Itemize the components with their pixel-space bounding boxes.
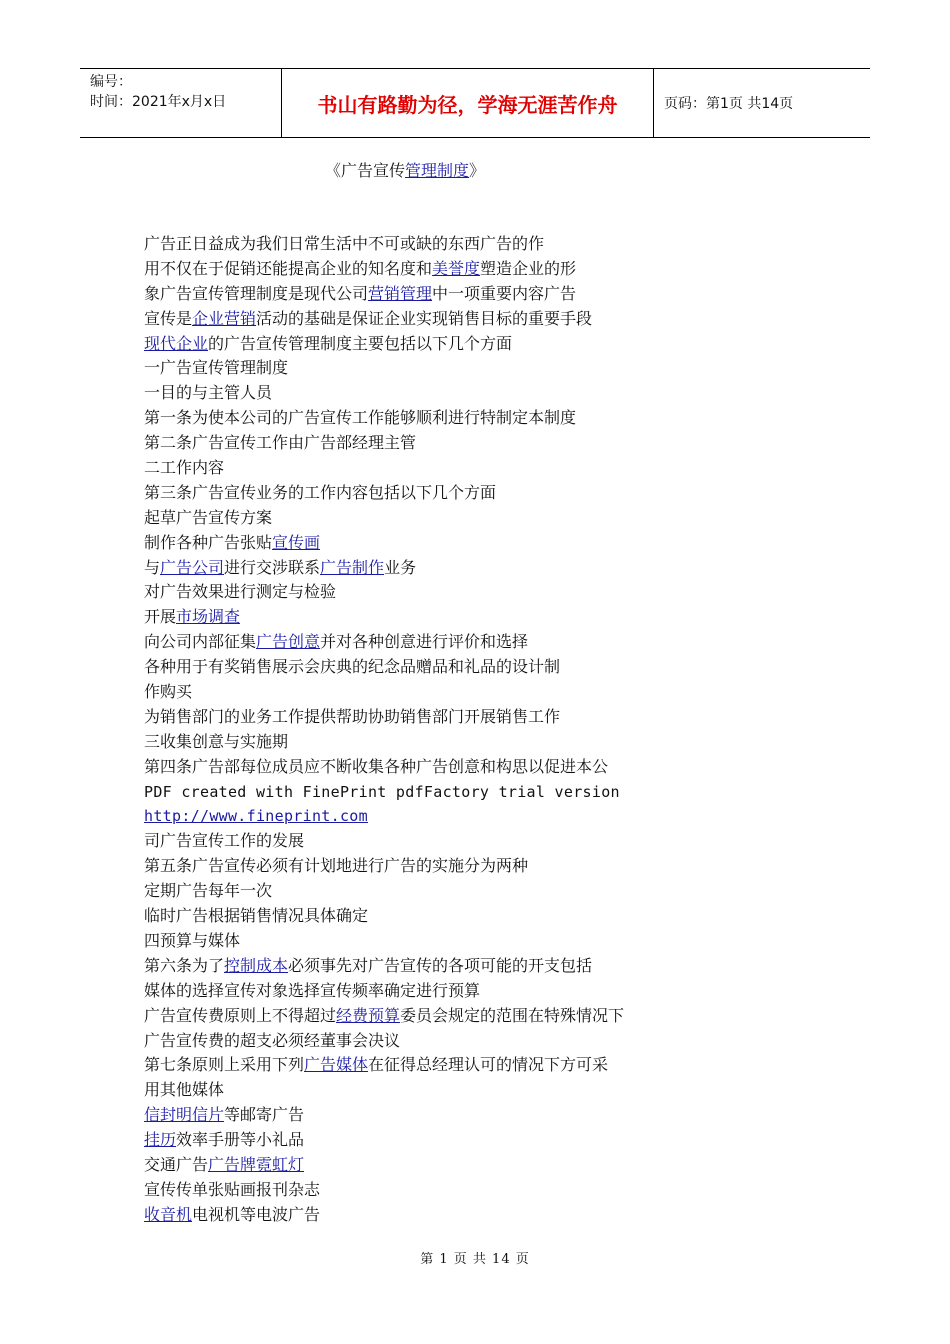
text-line [144,1203,744,1228]
text-line [144,605,744,630]
text-line [144,506,744,531]
line-text: 四预算与媒体 [144,930,241,950]
line-text: 第二条广告宣传工作由广告部经理主管 [144,433,417,453]
text-line [144,1103,744,1128]
text-line [144,332,744,357]
inline-link[interactable]: 挂历 [144,1130,177,1150]
line-text: 的广告宣传管理制度主要包括以下几个方面 [208,333,513,353]
line-text: 起草广告宣传方案 [144,507,273,527]
title-prefix: 《广告宣传 [325,161,406,180]
text-line [144,257,744,282]
text-line [144,804,744,829]
header-table [80,68,870,138]
text-line [144,879,744,904]
inline-link[interactable]: 广告制作 [320,557,385,577]
line-text: 广告正日益成为我们日常生活中不可或缺的东西广告的作 [144,234,545,253]
line-text: 与 [144,557,161,577]
text-line [144,1128,744,1153]
line-text: 第四条广告部每位成员应不断收集各种广告创意和构思以促进本公 [144,756,609,776]
inline-link[interactable]: 广告牌霓虹灯 [208,1154,305,1174]
text-line [144,829,744,854]
document-title [325,160,485,182]
line-text: 塑造企业的形 [480,258,577,278]
line-text: 一目的与主管人员 [144,383,273,403]
line-text: 第六条为了 [144,955,225,975]
code-label: 编号： [90,74,132,90]
line-text: 业务 [384,557,417,577]
text-line [144,929,744,954]
text-line [144,1004,744,1029]
line-text: 三收集创意与实施期 [144,731,289,751]
header-meta-cell [80,69,282,137]
page-footer: 第 1 页 共 14 页 [420,1252,530,1267]
line-text: 作购买 [144,682,193,702]
text-line [144,1029,744,1054]
line-text: 用其他媒体 [144,1080,225,1100]
page-count-label: 页码：第1页 共14页 [664,96,794,112]
inline-link[interactable]: 企业营销 [192,308,257,328]
text-line [144,481,744,506]
text-line [144,531,744,556]
text-line [144,680,744,705]
time-label: 时间：2021年x月x日 [90,94,227,110]
line-text: 进行交涉联系 [224,557,321,577]
line-text: 广告宣传费原则上不得超过 [144,1005,337,1025]
inline-link[interactable]: 广告创意 [256,632,321,652]
inline-link[interactable]: http://www.fineprint.com [144,807,368,826]
body-text [144,232,744,1228]
title-link[interactable]: 管理制度 [405,161,470,180]
line-text: 制作各种广告张贴 [144,532,273,552]
text-line [144,655,744,680]
inline-link[interactable]: 广告公司 [160,557,225,577]
inline-link[interactable]: 收音机 [144,1204,193,1224]
inline-link[interactable]: 经费预算 [336,1005,401,1025]
line-text: 必须事先对广告宣传的各项可能的开支包括 [288,955,593,975]
line-text: 为销售部门的业务工作提供帮助协助销售部门开展销售工作 [144,706,561,726]
text-line [144,755,744,780]
line-text: 宣传传单张贴画报刊杂志 [144,1179,321,1199]
text-line [144,556,744,581]
text-line [144,232,744,257]
text-line [144,979,744,1004]
text-line [144,1178,744,1203]
inline-link[interactable]: 广告媒体 [304,1055,369,1075]
text-line [144,730,744,755]
line-text: 一广告宣传管理制度 [144,358,289,378]
line-text: 各种用于有奖销售展示会庆典的纪念品赠品和礼品的设计制 [144,657,561,677]
inline-link[interactable]: 营销管理 [368,283,433,303]
line-text: 临时广告根据销售情况具体确定 [144,906,369,926]
text-line [144,780,744,805]
inline-link[interactable]: 市场调查 [176,607,241,627]
text-line [144,954,744,979]
text-line [144,282,744,307]
inline-link[interactable]: 美誉度 [432,258,481,278]
line-text: 第五条广告宣传必须有计划地进行广告的实施分为两种 [144,856,529,876]
line-text: 电视机等电波广告 [192,1204,321,1224]
line-text: 开展 [144,607,177,627]
line-text: PDF created with FinePrint pdfFactory trial version [144,782,620,801]
line-text: 用不仅在于促销还能提高企业的知名度和 [144,258,433,278]
line-text: 交通广告 [144,1154,209,1174]
motto-text: 书山有路勤为径，学海无涯苦作舟 [317,92,618,117]
text-line [144,854,744,879]
text-line [144,381,744,406]
line-text: 对广告效果进行测定与检验 [144,582,337,602]
line-text: 司广告宣传工作的发展 [144,831,305,851]
text-line [144,1078,744,1103]
text-line [144,1153,744,1178]
inline-link[interactable]: 现代企业 [144,333,209,353]
text-line [144,431,744,456]
line-text: 中一项重要内容广告 [432,283,577,303]
line-text: 象广告宣传管理制度是现代公司 [144,283,369,303]
inline-link[interactable]: 控制成本 [224,955,289,975]
line-text: 在征得总经理认可的情况下方可采 [368,1055,609,1075]
text-line [144,307,744,332]
line-text: 宣传是 [144,308,193,328]
line-text: 广告宣传费的超支必须经董事会决议 [144,1030,401,1050]
inline-link[interactable]: 信封明信片 [144,1105,225,1125]
line-text: 第一条为使本公司的广告宣传工作能够顺利进行特制定本制度 [144,408,577,428]
text-line [144,580,744,605]
line-text: 定期广告每年一次 [144,881,273,901]
motto-cell [282,69,654,137]
line-text: 媒体的选择宣传对象选择宣传频率确定进行预算 [144,980,481,1000]
line-text: 第三条广告宣传业务的工作内容包括以下几个方面 [144,482,497,502]
text-line [144,705,744,730]
line-text: 效率手册等小礼品 [176,1130,305,1150]
line-text: 并对各种创意进行评价和选择 [320,632,529,652]
line-text: 向公司内部征集 [144,632,257,652]
text-line [144,1053,744,1078]
text-line [144,456,744,481]
line-text: 等邮寄广告 [224,1105,305,1125]
line-text: 活动的基础是保证企业实现销售目标的重要手段 [256,308,593,328]
text-line [144,406,744,431]
inline-link[interactable]: 宣传画 [272,532,321,552]
page-count-cell [654,69,870,137]
text-line [144,356,744,381]
text-line [144,904,744,929]
line-text: 二工作内容 [144,458,225,478]
line-text: 委员会规定的范围在特殊情况下 [400,1005,625,1025]
title-suffix: 》 [469,161,486,180]
line-text: 第七条原则上采用下列 [144,1055,305,1075]
text-line [144,630,744,655]
